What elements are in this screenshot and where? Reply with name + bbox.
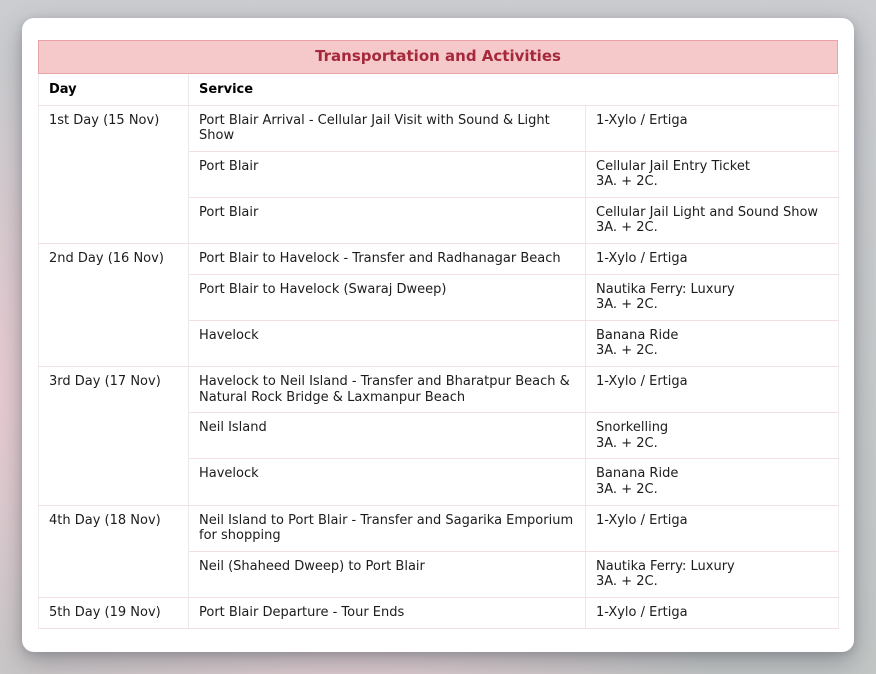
col-header-service: Service: [189, 74, 839, 106]
service-cell: Port Blair: [189, 197, 586, 243]
pax-text: 3A. + 2C.: [596, 482, 658, 497]
info-text: 1-Xylo / Ertiga: [596, 604, 688, 620]
day-cell: 3rd Day (17 Nov): [39, 367, 189, 506]
table-row: [39, 105, 839, 151]
pax-text: 3A. + 2C.: [596, 220, 658, 236]
service-cell: Port Blair Arrival - Cellular Jail Visit with Sound & Light Show: [189, 105, 586, 151]
service-cell: Port Blair to Havelock (Swaraj Dweep): [189, 274, 586, 320]
content-card: [22, 18, 854, 652]
info-text: 1-Xylo / Ertiga: [596, 112, 688, 128]
info-cell: [586, 505, 839, 551]
col-header-day: Day: [39, 74, 189, 106]
info-cell: [586, 320, 839, 366]
info-cell: [586, 274, 839, 320]
service-cell: Neil Island to Port Blair - Transfer and Sagarika Emporium for shopping: [189, 505, 586, 551]
info-text: Banana Ride: [596, 327, 679, 343]
info-text: Nautika Ferry: Luxury: [596, 281, 735, 297]
day-cell: 5th Day (19 Nov): [39, 597, 189, 628]
pax-text: 3A. + 2C.: [596, 574, 658, 590]
service-cell: Neil (Shaheed Dweep) to Port Blair: [189, 551, 586, 597]
info-cell: [586, 105, 839, 151]
info-text: 1-Xylo / Ertiga: [596, 512, 688, 528]
service-cell: Port Blair: [189, 151, 586, 197]
pax-text: 3A. + 2C.: [596, 174, 658, 190]
day-cell: 1st Day (15 Nov): [39, 105, 189, 244]
pax-text: 3A. + 2C.: [596, 435, 658, 451]
service-cell: Neil Island: [189, 413, 586, 459]
table-header-row: [39, 74, 839, 106]
info-text: Cellular Jail Light and Sound Show: [596, 204, 819, 220]
service-cell: Port Blair Departure - Tour Ends: [189, 597, 586, 628]
info-text: Cellular Jail Entry Ticket: [596, 158, 750, 174]
info-cell: [586, 197, 839, 243]
info-text: 1-Xylo / Ertiga: [596, 374, 688, 390]
table-row: [39, 244, 839, 275]
day-cell: 2nd Day (16 Nov): [39, 244, 189, 367]
table-row: [39, 597, 839, 628]
table-row: [39, 367, 839, 413]
info-cell: [586, 367, 839, 413]
info-cell: [586, 413, 839, 459]
table-row: [39, 505, 839, 551]
info-cell: [586, 151, 839, 197]
info-cell: [586, 597, 839, 628]
info-text: Banana Ride: [596, 466, 679, 482]
service-cell: Havelock: [189, 459, 586, 505]
day-cell: 4th Day (18 Nov): [39, 505, 189, 597]
info-cell: [586, 551, 839, 597]
info-cell: [586, 244, 839, 275]
service-cell: Havelock to Neil Island - Transfer and Bharatpur Beach & Natural Rock Bridge & Laxmanpur Beach: [189, 367, 586, 413]
itinerary-table: [38, 74, 839, 629]
pax-text: 3A. + 2C.: [596, 343, 658, 359]
pax-text: 3A. + 2C.: [596, 297, 658, 313]
section-title: Transportation and Activities: [38, 40, 838, 74]
info-cell: [586, 459, 839, 505]
info-text: Snorkelling: [596, 420, 669, 436]
service-cell: Port Blair to Havelock - Transfer and Radhanagar Beach: [189, 244, 586, 275]
info-text: Nautika Ferry: Luxury: [596, 558, 735, 574]
info-text: 1-Xylo / Ertiga: [596, 251, 688, 267]
service-cell: Havelock: [189, 320, 586, 366]
